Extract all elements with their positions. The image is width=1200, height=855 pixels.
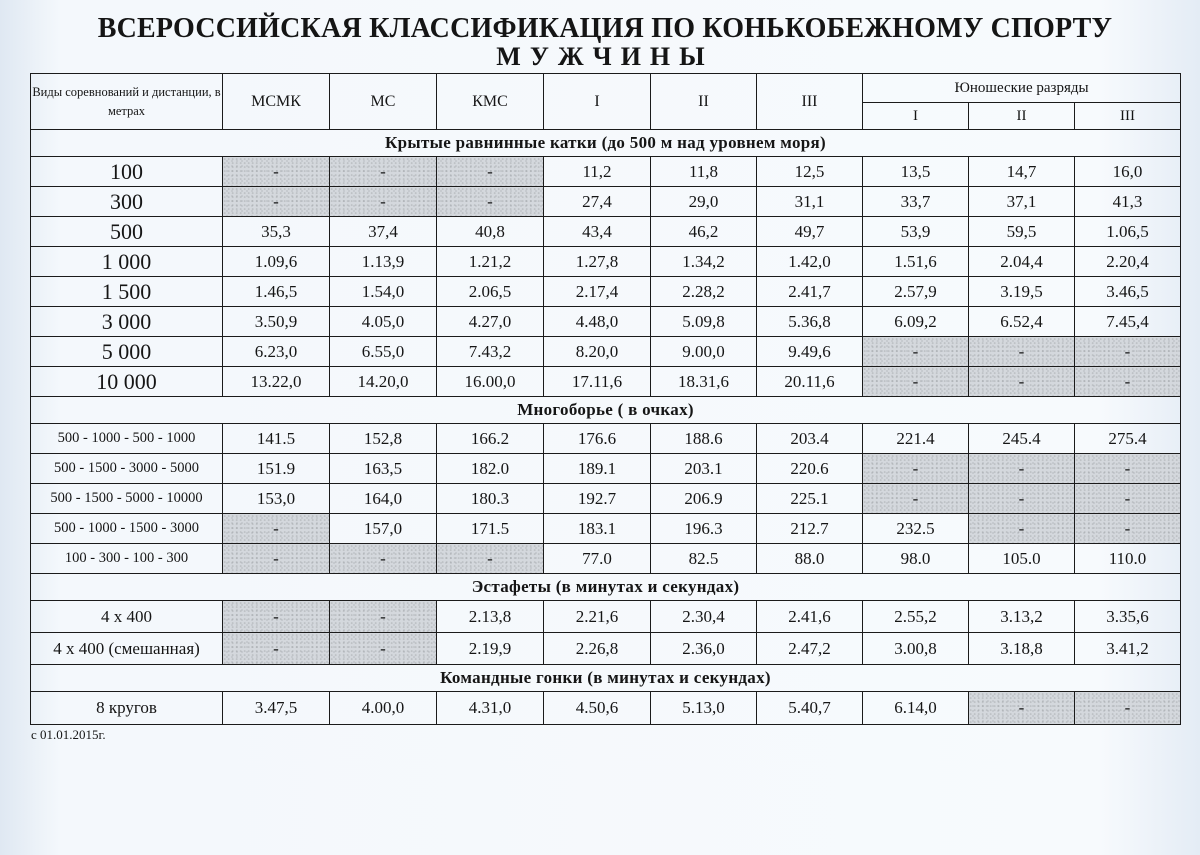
row-label: 4 x 400 [31,601,223,633]
table-cell: - [863,367,969,397]
table-cell: - [223,601,330,633]
table-cell: - [969,484,1075,514]
table-cell: 141.5 [223,424,330,454]
table-cell: - [223,187,330,217]
table-cell: 53,9 [863,217,969,247]
table-cell: 2.28,2 [651,277,757,307]
table-cell: 2.41,6 [757,601,863,633]
table-cell: 1.21,2 [437,247,544,277]
table-cell: 27,4 [544,187,651,217]
table-cell: - [1075,692,1181,725]
table-cell: 221.4 [863,424,969,454]
table-cell: 2.26,8 [544,633,651,665]
table-cell: 6.55,0 [330,337,437,367]
table-cell: 13.22,0 [223,367,330,397]
table-row [31,514,1181,544]
table-cell: 4.27,0 [437,307,544,337]
table-cell: 4.31,0 [437,692,544,725]
document-title: ВСЕРОССИЙСКАЯ КЛАССИФИКАЦИЯ ПО КОНЬКОБЕЖНОМУ СПОРТУ [97,13,1113,44]
table-cell: - [223,633,330,665]
table-cell: 2.20,4 [1075,247,1181,277]
table-cell: 8.20,0 [544,337,651,367]
table-row [31,187,1181,217]
table-cell: 4.48,0 [544,307,651,337]
table-cell: 98.0 [863,544,969,574]
table-cell: 225.1 [757,484,863,514]
table-cell: - [863,484,969,514]
table-cell: - [863,454,969,484]
table-cell: 6.52,4 [969,307,1075,337]
table-cell: 12,5 [757,157,863,187]
table-cell: - [969,367,1075,397]
table-cell: 1.06,5 [1075,217,1181,247]
table-cell: 157,0 [330,514,437,544]
header-col-3: III [757,74,863,130]
table-cell: 20.11,6 [757,367,863,397]
header-youth-3: III [1075,103,1181,130]
header-youth-2: II [969,103,1075,130]
header-col-ms: МС [330,74,437,130]
table-cell: 6.14,0 [863,692,969,725]
table-cell: - [330,633,437,665]
table-cell: 105.0 [969,544,1075,574]
table-cell: 2.57,9 [863,277,969,307]
table-cell: 151.9 [223,454,330,484]
table-cell: 13,5 [863,157,969,187]
table-cell: 3.41,2 [1075,633,1181,665]
table-cell: - [437,157,544,187]
table-cell: 6.23,0 [223,337,330,367]
row-label: 1 500 [31,277,223,307]
section-header-row [31,130,1181,157]
table-cell: 1.54,0 [330,277,437,307]
table-row [31,337,1181,367]
table-cell: 16,0 [1075,157,1181,187]
row-label: 300 [31,187,223,217]
table-cell: 11,2 [544,157,651,187]
table-cell: 3.13,2 [969,601,1075,633]
table-cell: 110.0 [1075,544,1181,574]
table-cell: 245.4 [969,424,1075,454]
table-cell: 88.0 [757,544,863,574]
table-row [31,277,1181,307]
table-cell: 2.04,4 [969,247,1075,277]
row-label: 500 - 1000 - 1500 - 3000 [31,514,223,544]
table-cell: 2.13,8 [437,601,544,633]
table-cell: - [223,544,330,574]
table-cell: - [1075,337,1181,367]
table-row [31,247,1181,277]
table-cell: 35,3 [223,217,330,247]
table-cell: 2.41,7 [757,277,863,307]
section-title: Многоборье ( в очках) [31,397,1181,424]
table-cell: 212.7 [757,514,863,544]
row-label: 500 - 1500 - 3000 - 5000 [31,454,223,484]
table-row [31,484,1181,514]
table-cell: 275.4 [1075,424,1181,454]
table-cell: - [223,157,330,187]
table-cell: 6.09,2 [863,307,969,337]
table-cell: 2.36,0 [651,633,757,665]
table-cell: 37,1 [969,187,1075,217]
table-cell: 164,0 [330,484,437,514]
section-header-row [31,665,1181,692]
table-cell: - [330,157,437,187]
table-cell: 37,4 [330,217,437,247]
footnote-date: с 01.01.2015г. [31,727,106,742]
table-cell: 46,2 [651,217,757,247]
table-row [31,601,1181,633]
table-cell: 9.49,6 [757,337,863,367]
table-cell: 3.00,8 [863,633,969,665]
table-cell: - [1075,454,1181,484]
table-cell: 49,7 [757,217,863,247]
section-header-row [31,397,1181,424]
row-label: 3 000 [31,307,223,337]
section-title: Эстафеты (в минутах и секундах) [31,574,1181,601]
header-col-kms: КМС [437,74,544,130]
row-label: 500 - 1500 - 5000 - 10000 [31,484,223,514]
table-cell: - [330,187,437,217]
table-cell: - [863,337,969,367]
table-cell: 232.5 [863,514,969,544]
table-cell: 4.00,0 [330,692,437,725]
table-cell: 5.13,0 [651,692,757,725]
table-cell: 196.3 [651,514,757,544]
table-cell: - [223,514,330,544]
section-title: Крытые равнинные катки (до 500 м над уровнем моря) [31,130,1181,157]
header-col-1: I [544,74,651,130]
table-cell: - [1075,484,1181,514]
table-cell: 3.18,8 [969,633,1075,665]
table-cell: 1.34,2 [651,247,757,277]
table-cell: 7.43,2 [437,337,544,367]
table-cell: 182.0 [437,454,544,484]
table-cell: 176.6 [544,424,651,454]
table-cell: 77.0 [544,544,651,574]
table-cell: 2.21,6 [544,601,651,633]
table-cell: 17.11,6 [544,367,651,397]
table-cell: 189.1 [544,454,651,484]
table-cell: 163,5 [330,454,437,484]
table-cell: 4.50,6 [544,692,651,725]
table-cell: 59,5 [969,217,1075,247]
table-cell: - [969,514,1075,544]
table-cell: 180.3 [437,484,544,514]
table-cell: 33,7 [863,187,969,217]
table-cell: 152,8 [330,424,437,454]
row-label: 1 000 [31,247,223,277]
table-cell: 2.55,2 [863,601,969,633]
table-cell: 40,8 [437,217,544,247]
table-cell: 3.19,5 [969,277,1075,307]
table-cell: 2.06,5 [437,277,544,307]
table-cell: 2.17,4 [544,277,651,307]
table-cell: 1.46,5 [223,277,330,307]
table-cell: 188.6 [651,424,757,454]
row-label: 500 - 1000 - 500 - 1000 [31,424,223,454]
table-row [31,544,1181,574]
table-cell: 3.47,5 [223,692,330,725]
table-cell: 4.05,0 [330,307,437,337]
table-cell: 31,1 [757,187,863,217]
table-cell: - [437,187,544,217]
table-cell: 14,7 [969,157,1075,187]
table-cell: 192.7 [544,484,651,514]
table-cell: 1.51,6 [863,247,969,277]
section-title: Командные гонки (в минутах и секундах) [31,665,1181,692]
table-cell: 82.5 [651,544,757,574]
table-cell: 206.9 [651,484,757,514]
header-discipline: Виды соревнований и дистанции, в метрах [31,74,223,130]
table-cell: 203.4 [757,424,863,454]
row-label: 500 [31,217,223,247]
header-youth-1: I [863,103,969,130]
table-cell: 5.36,8 [757,307,863,337]
table-cell: 5.40,7 [757,692,863,725]
table-cell: 1.27,8 [544,247,651,277]
table-cell: 2.30,4 [651,601,757,633]
row-label: 5 000 [31,337,223,367]
table-cell: 1.42,0 [757,247,863,277]
table-cell: 16.00,0 [437,367,544,397]
header-col-2: II [651,74,757,130]
table-cell: - [1075,514,1181,544]
row-label: 4 x 400 (смешанная) [31,633,223,665]
table-row [31,424,1181,454]
header-youth: Юношеские разряды [863,74,1181,103]
classification-table [30,73,1181,725]
table-cell: 203.1 [651,454,757,484]
table-cell: - [330,544,437,574]
table-cell: - [330,601,437,633]
row-label: 8 кругов [31,692,223,725]
table-cell: 183.1 [544,514,651,544]
row-label: 10 000 [31,367,223,397]
table-cell: - [969,454,1075,484]
table-cell: - [969,337,1075,367]
table-cell: - [969,692,1075,725]
table-cell: 3.50,9 [223,307,330,337]
table-cell: 166.2 [437,424,544,454]
table-cell: 43,4 [544,217,651,247]
table-cell: - [1075,367,1181,397]
table-cell: 1.13,9 [330,247,437,277]
document-subtitle: МУЖЧИНЫ [496,42,714,71]
table-cell: 2.47,2 [757,633,863,665]
table-cell: 1.09,6 [223,247,330,277]
table-cell: 3.35,6 [1075,601,1181,633]
table-cell: 9.00,0 [651,337,757,367]
table-row [31,367,1181,397]
section-header-row [31,574,1181,601]
table-cell: 220.6 [757,454,863,484]
table-row [31,692,1181,725]
header-col-msmk: МСМК [223,74,330,130]
table-cell: 7.45,4 [1075,307,1181,337]
table-cell: - [437,544,544,574]
table-cell: 29,0 [651,187,757,217]
table-row [31,157,1181,187]
table-row [31,217,1181,247]
table-cell: 153,0 [223,484,330,514]
table-row [31,454,1181,484]
table-cell: 14.20,0 [330,367,437,397]
row-label: 100 [31,157,223,187]
table-cell: 2.19,9 [437,633,544,665]
table-cell: 18.31,6 [651,367,757,397]
table-cell: 5.09,8 [651,307,757,337]
row-label: 100 - 300 - 100 - 300 [31,544,223,574]
table-row [31,307,1181,337]
table-cell: 3.46,5 [1075,277,1181,307]
table-cell: 11,8 [651,157,757,187]
table-body [31,130,1181,725]
table-cell: 171.5 [437,514,544,544]
table-cell: 41,3 [1075,187,1181,217]
table-row [31,633,1181,665]
